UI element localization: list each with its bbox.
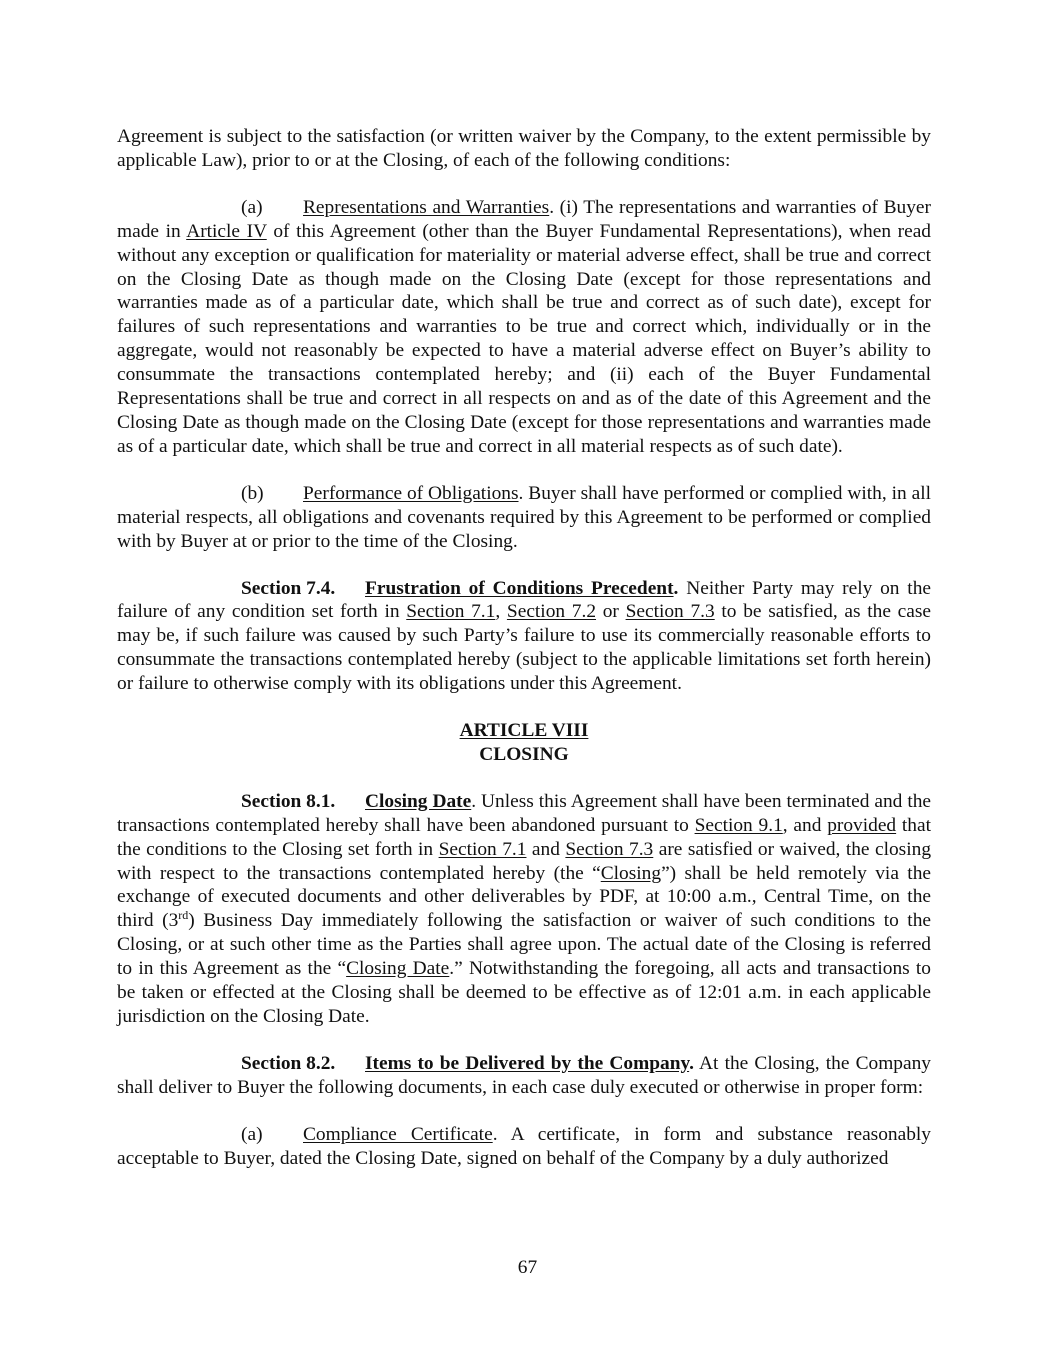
compliance-certificate-heading: Compliance Certificate — [303, 1123, 493, 1145]
section-8-1-text-8: .” Notwithstanding the foregoing, all acts and transactions to be taken or effected at the Closing shall be deemed to be effective as of 12:01 a.m. in each applicable jurisdiction on the Closing Date. — [117, 958, 931, 1027]
document-page — [117, 125, 931, 1194]
section-7-4-paragraph — [117, 577, 931, 697]
section-7-1-link[interactable]: Section 7.1 — [406, 601, 496, 623]
section-7-3-link-2[interactable]: Section 7.3 — [565, 838, 654, 860]
section-9-1-link[interactable]: Section 9.1 — [694, 814, 783, 836]
section-8-2-paragraph — [117, 1052, 931, 1100]
intro-text: Agreement is subject to the satisfaction (or written waiver by the Company, to the extent permissible by applicable Law), prior to or at the Closing, of each of the following conditions: — [117, 126, 931, 171]
section-8-1-paragraph — [117, 790, 931, 1029]
intro-paragraph — [117, 125, 931, 173]
article-title: CLOSING — [479, 743, 569, 765]
section-8-1-text-5: are satisfied or waived, the closing with respect to the transactions contemplated hereby (the “ — [117, 838, 932, 884]
compliance-certificate-paragraph — [117, 1123, 931, 1171]
section-7-2-link[interactable]: Section 7.2 — [506, 601, 597, 623]
condition-b-label: (b) — [241, 482, 264, 504]
section-7-4-number: Section 7.4. — [241, 577, 336, 599]
section-8-1-text-7: ) Business Day immediately following the satisfaction or waiver of such conditions to the Closing, or at such other time as the Parties shall agree upon. The actual date of the Closing is referred to in this Agreement as the “ — [117, 910, 932, 980]
section-7-4-title: Frustration of Conditions Precedent — [365, 577, 674, 599]
section-7-4-period: . — [673, 577, 679, 599]
section-8-2-title: Items to be Delivered by the Company — [365, 1052, 690, 1074]
section-8-1-text-2: , and — [782, 814, 828, 836]
condition-b-heading: Performance of Obligations — [303, 482, 519, 504]
section-7-4-text-4: to be satisfied, as the case may be, if such failure was caused by such Party’s failure to use its commercially reasonable efforts to consummate the transactions contemplated hereby (subject to the applicable limitations set forth herein) or failure to otherwise comply with its obligations under this Agreement. — [117, 601, 931, 695]
section-8-1-number: Section 8.1. — [241, 790, 336, 812]
section-7-4-text-1: Neither Party may rely on the failure of any condition set forth in — [117, 577, 931, 623]
ordinal-superscript: rd — [178, 908, 189, 923]
section-8-2-number: Section 8.2. — [241, 1052, 336, 1074]
section-8-1-text-4: and — [526, 838, 566, 860]
condition-a-text-1: . (i) The representations and warranties of Buyer made in — [117, 196, 931, 242]
closing-term: Closing — [600, 862, 662, 884]
section-8-1-text-1: . Unless this Agreement shall have been terminated and the transactions contemplated hereby shall have been abandoned pursuant to — [117, 790, 932, 836]
condition-a-heading: Representations and Warranties — [303, 196, 550, 218]
condition-b-text: . Buyer shall have performed or complied with, in all material respects, all obligations and covenants required by this Agreement to be performed or complied with by Buyer at or prior to the time of the Closing. — [117, 482, 932, 552]
section-7-1-link-2[interactable]: Section 7.1 — [438, 838, 527, 860]
section-8-2-text: At the Closing, the Company shall deliver to Buyer the following documents, in each case duly executed or otherwise in proper form: — [117, 1052, 931, 1098]
section-7-3-link[interactable]: Section 7.3 — [625, 601, 715, 623]
condition-b-paragraph — [117, 482, 931, 554]
condition-a-label: (a) — [241, 196, 263, 218]
closing-date-term: Closing Date — [346, 958, 450, 980]
section-8-2-period: . — [689, 1052, 694, 1074]
compliance-certificate-label: (a) — [241, 1123, 263, 1145]
page-number: 67 — [517, 1257, 538, 1278]
section-7-4-text-3: or — [596, 601, 626, 623]
compliance-certificate-text: . A certificate, in form and substance reasonably acceptable to Buyer, dated the Closing Date, signed on behalf of the Company by a duly authorized — [117, 1123, 931, 1169]
section-8-1-text-3: that the conditions to the Closing set forth in — [117, 814, 931, 860]
article-iv-link[interactable]: Article IV — [186, 220, 267, 242]
condition-a-paragraph — [117, 196, 931, 459]
section-7-4-text-2: , — [495, 601, 507, 623]
article-number: ARTICLE VIII — [459, 720, 589, 742]
condition-a-text-2: of this Agreement (other than the Buyer Fundamental Representations), when read without any exception or qualification for materiality or material adverse effect, shall be true and correct on the Closing Date as though made on the Closing Date (except for those representations and warranties made as of a particular date, which shall be true and correct as of such date), except for failures of such representations and warranties to be true and correct which, individually or in the aggregate, would not reasonably be expected to have a material adverse effect on Buyer’s ability to consummate the transactions contemplated hereby; and (ii) each of the Buyer Fundamental Representations shall be true and correct in all respects on and as of the date of this Agreement and the Closing Date as though made on the Closing Date (except for those representations and warranties made as of a particular date, which shall be true and correct in all material respects as of such date). — [117, 220, 931, 457]
section-8-1-title: Closing Date — [365, 790, 472, 812]
section-8-1-text-6: ”) shall be held remotely via the exchange of executed documents and other deliverables by PDF, at 10:00 a.m., Central Time, on the third (3 — [117, 862, 931, 932]
article-heading — [117, 719, 931, 767]
provided-term: provided — [827, 814, 897, 836]
